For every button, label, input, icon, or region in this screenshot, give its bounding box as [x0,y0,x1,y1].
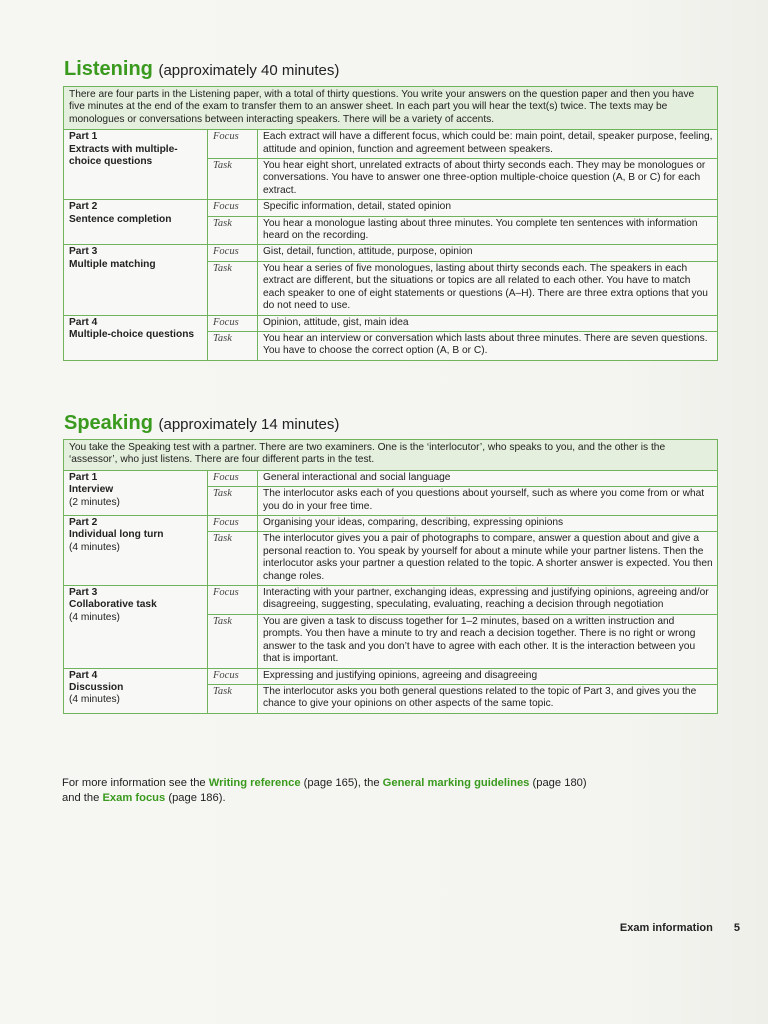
task-text: You hear a monologue lasting about three minutes. You complete ten sentences with information heard on the recording. [258,216,718,245]
speaking-table [63,439,718,714]
table-row [64,668,718,684]
task-label: Task [208,159,258,200]
part-number: Part 4 [69,669,98,681]
table-row [64,470,718,486]
note-text: (page 186). [168,792,226,804]
focus-label: Focus [208,200,258,216]
table-row [64,245,718,261]
table-row [64,516,718,532]
focus-text: Organising your ideas, comparing, describing, expressing opinions [258,516,718,532]
task-text: You hear an interview or conversation which lasts about three minutes. There are seven questions. You have to choose the correct option (A, B or C). [258,331,718,360]
part-duration: (4 minutes) [69,611,120,623]
part-duration: (4 minutes) [69,694,120,706]
part-duration: (2 minutes) [69,496,120,508]
page-footer [620,922,740,934]
exam-focus-link[interactable]: Exam focus [102,792,166,804]
more-info-note [62,776,682,806]
note-text: (page 180) [532,777,587,789]
note-text: For more information see the [62,777,206,789]
focus-text: Each extract will have a different focus, which could be: main point, detail, speaker purpose, feeling, attitude and opinion, function and agreement between speakers. [258,130,718,159]
part-number: Part 2 [69,517,98,529]
part-duration: (4 minutes) [69,541,120,553]
speaking-part-1 [64,470,208,515]
task-label: Task [208,331,258,360]
listening-title: Listening [64,58,153,80]
speaking-heading [64,412,339,435]
part-name: Interview [69,484,114,496]
part-name: Multiple-choice questions [69,328,195,340]
task-label: Task [208,614,258,668]
focus-text: Expressing and justifying opinions, agreeing and disagreeing [258,668,718,684]
task-text: The interlocutor asks each of you questions about yourself, such as where you come from or what you do in your free time. [258,487,718,516]
part-name: Extracts with multiple-choice questions [69,143,178,168]
focus-label: Focus [208,315,258,331]
listening-part-1 [64,130,208,200]
listening-part-3 [64,245,208,315]
running-footer-label: Exam information [619,922,713,934]
speaking-title: Speaking [64,412,153,434]
table-row [64,315,718,331]
focus-label: Focus [208,470,258,486]
task-label: Task [208,532,258,586]
focus-text: Interacting with your partner, exchanging ideas, expressing and justifying opinions, agreeing and/or disagreeing, suggesting, speculating, evaluating, reaching a decision through negotiation [258,586,718,615]
focus-label: Focus [208,668,258,684]
task-text: You hear eight short, unrelated extracts of about thirty seconds each. They may be monologues or conversations. You have to answer one three-option multiple-choice question (A, B or C) for each extract. [258,159,718,200]
focus-label: Focus [208,130,258,159]
task-label: Task [208,684,258,713]
listening-part-2 [64,200,208,245]
part-name: Sentence completion [69,213,172,225]
task-text: The interlocutor asks you both general questions related to the topic of Part 3, and gives you the chance to give your opinions on other aspects of the same topic. [258,684,718,713]
note-text: and the [62,792,100,804]
speaking-intro: You take the Speaking test with a partner. There are two examiners. One is the ‘interlocutor’, who speaks to you, and the other is the ‘assessor’, who just listens. There are four different parts in the test. [64,440,718,471]
focus-label: Focus [208,586,258,615]
focus-text: Opinion, attitude, gist, main idea [258,315,718,331]
part-name: Individual long turn [69,529,164,541]
listening-duration: (approximately 40 minutes) [158,62,340,79]
part-number: Part 4 [69,316,98,328]
listening-part-4 [64,315,208,360]
listening-heading [64,58,339,81]
note-text: (page 165), the [303,777,380,789]
table-row [64,586,718,615]
table-row [64,130,718,159]
table-row [64,200,718,216]
part-number: Part 1 [69,471,98,483]
focus-label: Focus [208,245,258,261]
speaking-part-3 [64,586,208,668]
focus-text: General interactional and social language [258,470,718,486]
speaking-part-2 [64,516,208,586]
focus-text: Specific information, detail, stated opinion [258,200,718,216]
speaking-duration: (approximately 14 minutes) [158,416,340,433]
part-number: Part 2 [69,201,98,213]
focus-label: Focus [208,516,258,532]
speaking-part-4 [64,668,208,713]
general-marking-guidelines-link[interactable]: General marking guidelines [382,777,530,789]
focus-text: Gist, detail, function, attitude, purpose, opinion [258,245,718,261]
part-number: Part 3 [69,587,98,599]
task-label: Task [208,487,258,516]
part-name: Multiple matching [69,258,156,270]
task-text: The interlocutor gives you a pair of photographs to compare, answer a question about and give a personal reaction to. You speak by yourself for about a minute while your partner listens. Then the interlocutor asks your partner a question related to the topic. A shorter answer is expected. You then change roles. [258,532,718,586]
listening-table [63,86,718,361]
task-text: You hear a series of five monologues, lasting about thirty seconds each. The speakers in each extract are different, but the situations or topics are all related to each other. You have to match each speaker to one of eight statements or questions (A–H). There are three extra options that you do not need to use. [258,261,718,315]
part-name: Discussion [69,681,124,693]
part-name: Collaborative task [69,599,157,611]
part-number: Part 1 [69,131,98,143]
page-number: 5 [733,922,740,934]
part-number: Part 3 [69,246,98,258]
listening-intro: There are four parts in the Listening paper, with a total of thirty questions. You write your answers on the question paper and then you have five minutes at the end of the exam to transfer them to an answer sheet. In each part you will hear the text(s) twice. The texts may be monologues or conversations between interacting speakers. There will be a variety of accents. [64,87,718,130]
writing-reference-link[interactable]: Writing reference [208,777,301,789]
task-text: You are given a task to discuss together for 1–2 minutes, based on a written instruction and prompts. You then have a minute to try and reach a decision together. There is no right or wrong answer to the task and you don’t have to agree with each other. It is the interaction between you that is important. [258,614,718,668]
task-label: Task [208,216,258,245]
task-label: Task [208,261,258,315]
